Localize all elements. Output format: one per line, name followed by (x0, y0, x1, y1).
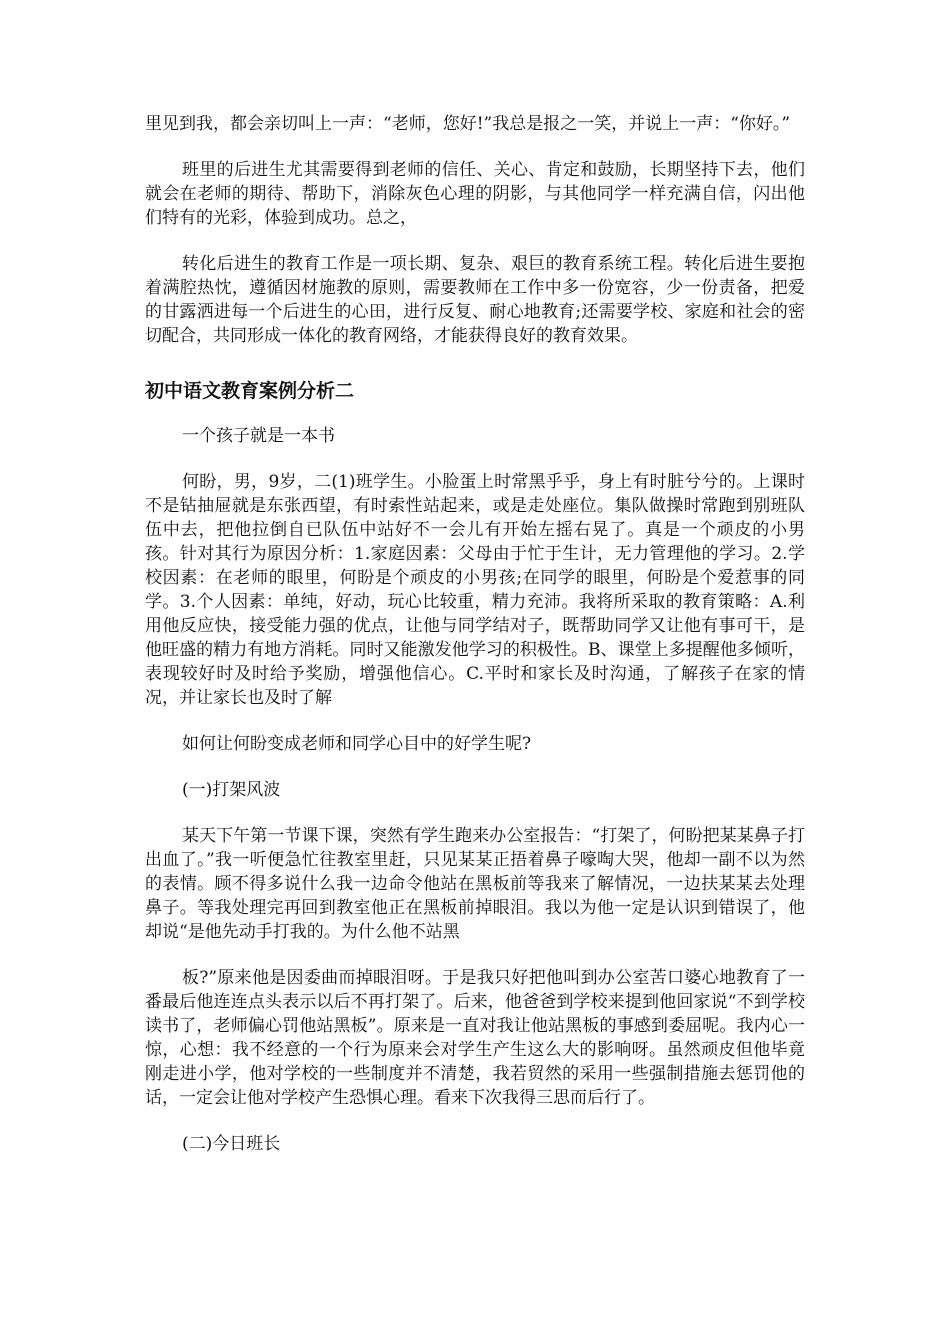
paragraph-greeting: 里见到我，都会亲切叫上一声：“老师，您好!”我总是报之一笑，并说上一声：“你好。” (145, 114, 791, 134)
paragraph-subtitle: 一个孩子就是一本书 (182, 426, 335, 446)
paragraph-question: 如何让何盼变成老师和同学心目中的好学生呢? (182, 734, 532, 754)
paragraph-fight-reflection: 板?”原来他是因委曲而掉眼泪呀。于是我只好把他叫到办公室苦口婆心地教育了一番最后他连连点头表示以后不再打架了。后来，他爸爸到学校来提到他回家说“不到学校读书了，老师偏心罚他站黑板”。原来是一直对我让他站黑板的事感到委屈呢。我内心一惊，心想：我不经意的一个行为原来会对学生产生这么大的影响呀。虽然顽皮但他毕竟刚走进小学，他对学校的一些制度并不清楚，我若贸然的采用一些强制措施去惩罚他的话，一定会让他对学校产生恐惧心理。看来下次我得三思而后行了。 (145, 968, 805, 1108)
document-body (145, 112, 805, 1156)
paragraph-subheading-fight: (一)打架风波 (182, 780, 281, 800)
paragraph-trust: 班里的后进生尤其需要得到老师的信任、关心、肯定和鼓励，长期坚持下去，他们就会在老师的期待、帮助下，消除灰色心理的阴影，与其他同学一样充满自信，闪出他们特有的光彩，体验到成功。总之， (145, 160, 805, 228)
paragraph-fight-story: 某天下午第一节课下课，突然有学生跑来办公室报告：“打架了，何盼把某某鼻子打出血了。”我一听便急忙往教室里赶，只见某某正捂着鼻子嚎啕大哭，他却一副不以为然的表情。顾不得多说什么我一边命令他站在黑板前等我来了解情况，一边扶某某去处理鼻子。等我处理完再回到教室他正在黑板前掉眼泪。我以为他一定是认识到错误了，他却说“是他先动手打我的。为什么他不站黑 (145, 826, 805, 942)
section-heading: 初中语文教育案例分析二 (145, 380, 355, 402)
paragraph-case-description: 何盼，男，9岁，二(1)班学生。小脸蛋上时常黑乎乎，身上有时脏兮兮的。上课时不是钻抽屉就是东张西望，有时索性站起来，或是走处座位。集队做操时常跑到别班队伍中去，把他拉倒自已队伍中站好不一会儿有开始左摇右晃了。真是一个顽皮的小男孩。针对其行为原因分析：1.家庭因素：父母由于忙于生计，无力管理他的学习。2.学校因素：在老师的眼里，何盼是个顽皮的小男孩;在同学的眼里，何盼是个爱惹事的同学。3.个人因素：单纯，好动，玩心比较重，精力充沛。我将所采取的教育策略：A.利用他反应快，接受能力强的优点，让他与同学结对子，既帮助同学又让他有事可干，是他旺盛的精力有地方消耗。同时又能激发他学习的积极性。B、课堂上多提醒他多倾听，表现较好时及时给予奖励，增强他信心。C.平时和家长及时沟通，了解孩子在家的情况，并让家长也及时了解 (145, 472, 805, 708)
paragraph-subheading-monitor: (二)今日班长 (182, 1134, 281, 1154)
paragraph-conclusion: 转化后进生的教育工作是一项长期、复杂、艰巨的教育系统工程。转化后进生要抱着满腔热忱，遵循因材施教的原则，需要教师在工作中多一份宽容，少一份责备，把爱的甘露洒进每一个后进生的心田，进行反复、耐心地教育;还需要学校、家庭和社会的密切配合，共同形成一体化的教育网络，才能获得良好的教育效果。 (145, 254, 805, 346)
